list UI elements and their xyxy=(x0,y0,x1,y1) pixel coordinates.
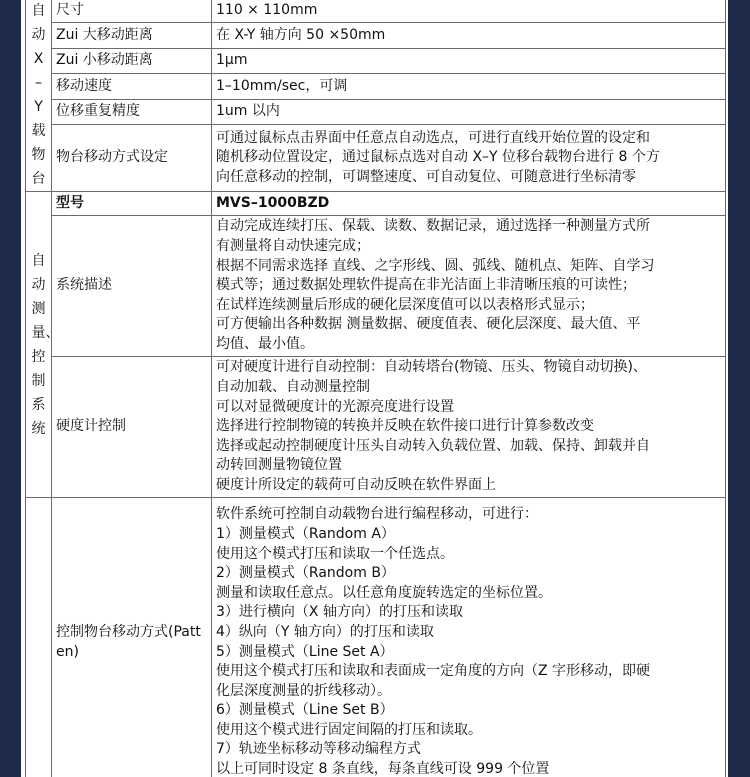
row-label: 移动速度 xyxy=(52,74,212,99)
table-row xyxy=(26,74,726,99)
row-label: 系统描述 xyxy=(52,216,212,357)
row-label: Zui 小移动距离 xyxy=(52,48,212,73)
row-label: 尺寸 xyxy=(52,0,212,23)
row-label: 硬度计控制 xyxy=(52,357,212,498)
row-label: 物台移动方式设定 xyxy=(52,124,212,191)
spec-table xyxy=(25,0,726,777)
table-row xyxy=(26,0,726,23)
row-value: 可通过鼠标点击界面中任意点自动选点，可进行直线开始位置的设定和 随机移动位置设定，通过鼠标点选对自动 X–Y 位移台载物台进行 8 个方 向任意移动的控制，可调整速度、可自动复位、可随意进行坐标清零 xyxy=(212,124,726,191)
model-value: MVS–1000BZD xyxy=(212,192,726,216)
row-value: 1–10mm/sec，可调 xyxy=(212,74,726,99)
row-value: 可对硬度计进行自动控制：自动转塔台(物镜、压头、物镜自动切换)、 自动加载、自动测量控制 可以对显微硬度计的光源亮度进行设置 选择进行控制物镜的转换并反映在软件接口进行计算参数改变 选择或起动控制硬度计压头自动转入负载位置、加载、保持、卸载并自 动转回测量物镜位置 硬度计所设定的载荷可自动反映在软件界面上 xyxy=(212,357,726,498)
table-row xyxy=(26,99,726,124)
table-row xyxy=(26,498,726,777)
row-value: 1um 以内 xyxy=(212,99,726,124)
table-row xyxy=(26,357,726,498)
table-row xyxy=(26,124,726,191)
row-value: 1μm xyxy=(212,48,726,73)
model-label: 型号 xyxy=(52,192,212,216)
row-label: Zui 大移动距离 xyxy=(52,23,212,48)
row-value: 110 × 110mm xyxy=(212,0,726,23)
category-stage: 自动X–Y载物台 xyxy=(26,0,52,192)
row-value: 自动完成连续打压、保载、读数、数据记录，通过选择一种测量方式所 有测量将自动快速完成； 根据不同需求选择 直线、之字形线、圆、弧线、随机点、矩阵、自学习 模式等；通过数据处理软件提高在非光洁面上非清晰压痕的可读性； 在试样连续测量后形成的硬化层深度值可以以表格形式显示； 可方便输出各种数据 测量数据、硬度值表、硬化层深度、最大值、平 均值、最小值。 xyxy=(212,216,726,357)
row-label: 控制物台移动方式(Patten) xyxy=(52,498,212,777)
category-measure: 自动测量、控制系统 xyxy=(26,192,52,498)
table-row xyxy=(26,216,726,357)
category-empty xyxy=(26,498,52,777)
row-label: 位移重复精度 xyxy=(52,99,212,124)
table-row xyxy=(26,23,726,48)
table-row xyxy=(26,192,726,216)
row-value: 软件系统可控制自动载物台进行编程移动，可进行： 1）测量模式（Random A） 使用这个模式打压和读取一个任选点。 2）测量模式（Random B） 测量和读取任意点。以任意角度旋转选定的坐标位置。 3）进行横向（X 轴方向）的打压和读取 4）纵向（Y 轴方向）的打压和读取 5）测量模式（Line Set A） 使用这个模式打压和读取和表面成一定角度的方向（Z 字形移动，即硬 化层深度测量的折线移动）。 6）测量模式（Line Set B） 使用这个模式进行固定间隔的打压和读取。 7）轨迹坐标移动等移动编程方式 以上可同时设定 8 条直线，每条直线可设 999 个位置 xyxy=(212,498,726,777)
table-row xyxy=(26,48,726,73)
spec-sheet xyxy=(21,0,728,777)
row-value: 在 X-Y 轴方向 50 ×50mm xyxy=(212,23,726,48)
